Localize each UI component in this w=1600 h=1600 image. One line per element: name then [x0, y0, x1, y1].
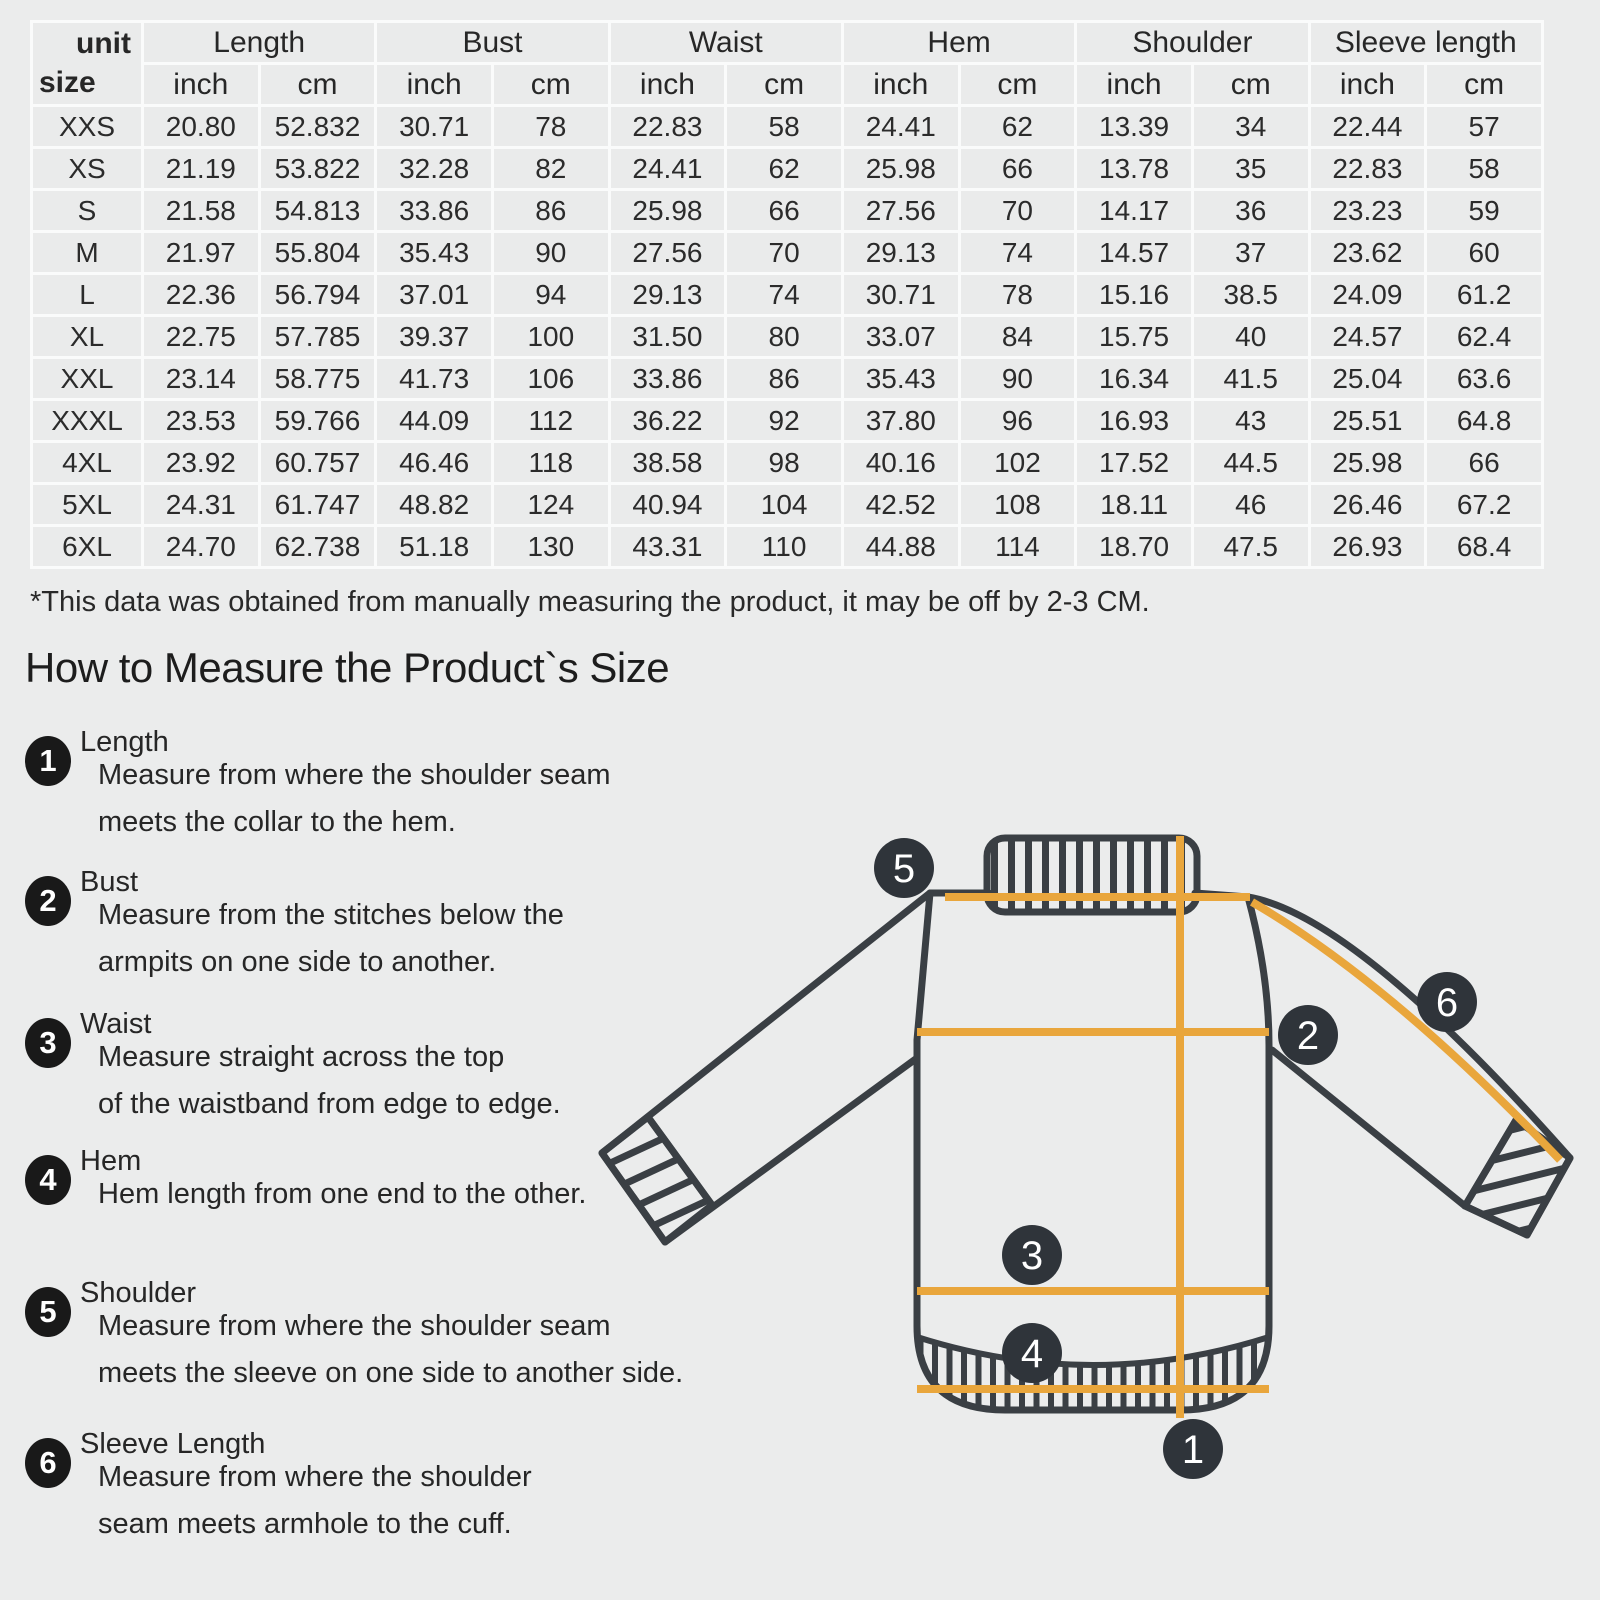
measurement-cell: 58 — [1427, 149, 1541, 188]
measurement-cell: 104 — [727, 485, 841, 524]
measure-item-desc: seam meets armhole to the cuff. — [98, 1508, 512, 1540]
measurement-cell: 96 — [961, 401, 1075, 440]
corner-size-label: size — [39, 66, 96, 99]
measurement-cell: 24.41 — [611, 149, 725, 188]
measurement-cell: 38.58 — [611, 443, 725, 482]
measurement-cell: 13.39 — [1077, 107, 1191, 146]
size-table-body — [33, 107, 1541, 566]
measurement-cell: 43 — [1194, 401, 1308, 440]
measurement-cell: 84 — [961, 317, 1075, 356]
size-label-cell: L — [33, 275, 141, 314]
measurement-cell: 31.50 — [611, 317, 725, 356]
step-1-badge: 1 — [25, 736, 71, 786]
unit-header-cm: cm — [727, 65, 841, 104]
measurement-cell: 40.94 — [611, 485, 725, 524]
table-row — [33, 191, 1541, 230]
measurement-cell: 39.37 — [377, 317, 491, 356]
measurement-cell: 53.822 — [261, 149, 375, 188]
table-row — [33, 443, 1541, 482]
measurement-cell: 66 — [961, 149, 1075, 188]
measurement-cell: 62 — [961, 107, 1075, 146]
measurement-cell: 26.46 — [1311, 485, 1425, 524]
measurement-cell: 62 — [727, 149, 841, 188]
measurement-cell: 60.757 — [261, 443, 375, 482]
measurement-cell: 24.70 — [144, 527, 258, 566]
measurement-cell: 59 — [1427, 191, 1541, 230]
measurement-cell: 27.56 — [844, 191, 958, 230]
measurement-cell: 40 — [1194, 317, 1308, 356]
measure-item-desc: armpits on one side to another. — [98, 946, 497, 978]
measurement-cell: 57 — [1427, 107, 1541, 146]
size-table — [30, 20, 1544, 569]
measure-item-title: Sleeve Length — [80, 1428, 266, 1460]
measurement-cell: 23.53 — [144, 401, 258, 440]
diagram-badge-4: 4 — [1020, 1332, 1044, 1376]
unit-header-inch: inch — [844, 65, 958, 104]
measurement-cell: 25.04 — [1311, 359, 1425, 398]
measurement-cell: 118 — [494, 443, 608, 482]
measurement-cell: 44.5 — [1194, 443, 1308, 482]
measurement-cell: 98 — [727, 443, 841, 482]
diagram-badge-2: 2 — [1296, 1014, 1320, 1058]
measurement-cell: 14.17 — [1077, 191, 1191, 230]
group-header-bust: Bust — [377, 23, 607, 62]
measurement-cell: 33.07 — [844, 317, 958, 356]
measurement-cell: 21.19 — [144, 149, 258, 188]
measurement-cell: 41.5 — [1194, 359, 1308, 398]
measurement-cell: 21.58 — [144, 191, 258, 230]
measurement-cell: 124 — [494, 485, 608, 524]
size-label-cell: 6XL — [33, 527, 141, 566]
measurement-cell: 36 — [1194, 191, 1308, 230]
measurement-cell: 78 — [961, 275, 1075, 314]
group-header-sleeve-length: Sleeve length — [1311, 23, 1541, 62]
group-header-waist: Waist — [611, 23, 841, 62]
measurement-cell: 18.11 — [1077, 485, 1191, 524]
measurement-cell: 14.57 — [1077, 233, 1191, 272]
measurement-cell: 66 — [1427, 443, 1541, 482]
unit-header-cm: cm — [961, 65, 1075, 104]
step-5-badge: 5 — [25, 1287, 71, 1337]
measure-item-title: Bust — [80, 866, 139, 898]
measurement-cell: 16.93 — [1077, 401, 1191, 440]
measurement-cell: 33.86 — [377, 191, 491, 230]
measurement-cell: 67.2 — [1427, 485, 1541, 524]
measurement-cell: 90 — [961, 359, 1075, 398]
measure-item-title: Hem — [80, 1145, 142, 1177]
table-row — [33, 233, 1541, 272]
measurement-cell: 15.16 — [1077, 275, 1191, 314]
measurement-cell: 37 — [1194, 233, 1308, 272]
measurement-cell: 90 — [494, 233, 608, 272]
measurement-cell: 74 — [727, 275, 841, 314]
measurement-cell: 44.88 — [844, 527, 958, 566]
unit-header-inch: inch — [1311, 65, 1425, 104]
measurement-cell: 48.82 — [377, 485, 491, 524]
measurement-cell: 80 — [727, 317, 841, 356]
measurement-cell: 74 — [961, 233, 1075, 272]
diagram-badge-6: 6 — [1435, 981, 1459, 1025]
measurement-cell: 47.5 — [1194, 527, 1308, 566]
measurement-cell: 23.23 — [1311, 191, 1425, 230]
measurement-cell: 16.34 — [1077, 359, 1191, 398]
measurement-cell: 114 — [961, 527, 1075, 566]
measurement-cell: 62.4 — [1427, 317, 1541, 356]
measurement-cell: 70 — [961, 191, 1075, 230]
size-label-cell: XXXL — [33, 401, 141, 440]
measurement-cell: 46.46 — [377, 443, 491, 482]
measure-item-title: Length — [80, 726, 169, 758]
measurement-cell: 70 — [727, 233, 841, 272]
step-3-badge: 3 — [25, 1018, 71, 1068]
measurement-cell: 63.6 — [1427, 359, 1541, 398]
measure-item-desc: meets the sleeve on one side to another side. — [98, 1357, 684, 1389]
disclaimer-note: *This data was obtained from manually measuring the product, it may be off by 2-3 CM. — [30, 586, 1150, 618]
measurement-cell: 21.97 — [144, 233, 258, 272]
group-header-hem: Hem — [844, 23, 1074, 62]
measurement-cell: 37.80 — [844, 401, 958, 440]
measurement-cell: 23.62 — [1311, 233, 1425, 272]
measurement-cell: 56.794 — [261, 275, 375, 314]
group-header-shoulder: Shoulder — [1077, 23, 1307, 62]
measurement-cell: 37.01 — [377, 275, 491, 314]
diagram-badge-1: 1 — [1181, 1428, 1205, 1472]
measurement-cell: 30.71 — [377, 107, 491, 146]
measurement-cell: 13.78 — [1077, 149, 1191, 188]
measurement-cell: 22.83 — [611, 107, 725, 146]
size-label-cell: 4XL — [33, 443, 141, 482]
measurement-cell: 24.41 — [844, 107, 958, 146]
measurement-cell: 33.86 — [611, 359, 725, 398]
measurement-cell: 24.57 — [1311, 317, 1425, 356]
table-row — [33, 527, 1541, 566]
measurement-cell: 22.75 — [144, 317, 258, 356]
measurement-cell: 55.804 — [261, 233, 375, 272]
measurement-cell: 18.70 — [1077, 527, 1191, 566]
measurement-cell: 24.31 — [144, 485, 258, 524]
measure-item-desc: meets the collar to the hem. — [98, 806, 456, 838]
measurement-cell: 25.98 — [1311, 443, 1425, 482]
measurement-cell: 66 — [727, 191, 841, 230]
measurement-cell: 78 — [494, 107, 608, 146]
measurement-cell: 35 — [1194, 149, 1308, 188]
unit-header-row — [33, 65, 1541, 104]
measurement-cell: 15.75 — [1077, 317, 1191, 356]
measurement-cell: 52.832 — [261, 107, 375, 146]
measurement-cell: 110 — [727, 527, 841, 566]
measurement-cell: 100 — [494, 317, 608, 356]
sweater-diagram — [560, 788, 1600, 1500]
unit-header-inch: inch — [144, 65, 258, 104]
measurement-cell: 20.80 — [144, 107, 258, 146]
measurement-cell: 92 — [727, 401, 841, 440]
measure-item-desc: Measure from where the shoulder — [98, 1461, 532, 1493]
sweater-body — [917, 893, 1269, 1410]
measurement-cell: 26.93 — [1311, 527, 1425, 566]
measurement-cell: 29.13 — [611, 275, 725, 314]
unit-header-inch: inch — [611, 65, 725, 104]
unit-header-cm: cm — [1427, 65, 1541, 104]
group-header-length: Length — [144, 23, 374, 62]
unit-header-inch: inch — [377, 65, 491, 104]
measure-item-desc: Measure from where the shoulder seam — [98, 759, 611, 791]
measure-item-title: Shoulder — [80, 1277, 197, 1309]
table-row — [33, 149, 1541, 188]
table-row — [33, 359, 1541, 398]
measurement-cell: 54.813 — [261, 191, 375, 230]
measurement-cell: 23.92 — [144, 443, 258, 482]
measurement-cell: 17.52 — [1077, 443, 1191, 482]
corner-unit-label: unit — [76, 27, 131, 60]
sweater-outline-group — [602, 893, 1570, 1410]
measurement-cell: 41.73 — [377, 359, 491, 398]
measurement-cell: 24.09 — [1311, 275, 1425, 314]
measure-item-desc: Measure from the stitches below the — [98, 899, 564, 931]
measurement-cell: 61.2 — [1427, 275, 1541, 314]
measurement-cell: 22.44 — [1311, 107, 1425, 146]
measurement-cell: 58 — [727, 107, 841, 146]
measurement-cell: 106 — [494, 359, 608, 398]
measurement-cell: 30.71 — [844, 275, 958, 314]
measure-item-desc: Measure straight across the top — [98, 1041, 505, 1073]
measure-item-desc: Hem length from one end to the other. — [98, 1178, 587, 1210]
measurement-cell: 29.13 — [844, 233, 958, 272]
measurement-cell: 86 — [727, 359, 841, 398]
measurement-cell: 36.22 — [611, 401, 725, 440]
measurement-cell: 22.36 — [144, 275, 258, 314]
measurement-cell: 68.4 — [1427, 527, 1541, 566]
unit-header-cm: cm — [494, 65, 608, 104]
unit-header-cm: cm — [1194, 65, 1308, 104]
diagram-badge-3: 3 — [1020, 1234, 1044, 1278]
measurement-cell: 35.43 — [844, 359, 958, 398]
measurement-cell: 58.775 — [261, 359, 375, 398]
unit-header-inch: inch — [1077, 65, 1191, 104]
measurement-cell: 82 — [494, 149, 608, 188]
measurement-cell: 27.56 — [611, 233, 725, 272]
measurement-cell: 25.98 — [844, 149, 958, 188]
table-row — [33, 401, 1541, 440]
measurement-cell: 25.98 — [611, 191, 725, 230]
measurement-cell: 22.83 — [1311, 149, 1425, 188]
size-label-cell: XXS — [33, 107, 141, 146]
measurement-cell: 23.14 — [144, 359, 258, 398]
table-row — [33, 485, 1541, 524]
measurement-cell: 130 — [494, 527, 608, 566]
measurement-cell: 40.16 — [844, 443, 958, 482]
step-4-badge: 4 — [25, 1155, 71, 1205]
size-label-cell: XS — [33, 149, 141, 188]
measurement-cell: 57.785 — [261, 317, 375, 356]
size-label-cell: S — [33, 191, 141, 230]
measurement-cell: 108 — [961, 485, 1075, 524]
diagram-badge-5: 5 — [892, 847, 916, 891]
measurement-cell: 112 — [494, 401, 608, 440]
measurement-cell: 61.747 — [261, 485, 375, 524]
step-6-badge: 6 — [25, 1438, 71, 1488]
table-row — [33, 107, 1541, 146]
measurement-cell: 60 — [1427, 233, 1541, 272]
measurement-cell: 34 — [1194, 107, 1308, 146]
measurement-cell: 42.52 — [844, 485, 958, 524]
measurement-cell: 43.31 — [611, 527, 725, 566]
measurement-cell: 32.28 — [377, 149, 491, 188]
table-row — [33, 275, 1541, 314]
table-row — [33, 317, 1541, 356]
measurement-cell: 102 — [961, 443, 1075, 482]
measure-item-title: Waist — [80, 1008, 152, 1040]
measurement-cell: 62.738 — [261, 527, 375, 566]
corner-cell — [33, 23, 141, 104]
size-label-cell: XXL — [33, 359, 141, 398]
measurement-cell: 35.43 — [377, 233, 491, 272]
measurement-cell: 25.51 — [1311, 401, 1425, 440]
size-label-cell: 5XL — [33, 485, 141, 524]
measurement-cell: 51.18 — [377, 527, 491, 566]
size-label-cell: M — [33, 233, 141, 272]
measure-item-desc: Measure from where the shoulder seam — [98, 1310, 611, 1342]
size-label-cell: XL — [33, 317, 141, 356]
measurement-cell: 86 — [494, 191, 608, 230]
group-header-row — [33, 23, 1541, 62]
measurement-cell: 44.09 — [377, 401, 491, 440]
measurement-cell: 38.5 — [1194, 275, 1308, 314]
measure-item-desc: of the waistband from edge to edge. — [98, 1088, 561, 1120]
measurement-cell: 64.8 — [1427, 401, 1541, 440]
measurement-cell: 94 — [494, 275, 608, 314]
step-2-badge: 2 — [25, 876, 71, 926]
section-heading: How to Measure the Product`s Size — [25, 644, 670, 691]
measurement-cell: 59.766 — [261, 401, 375, 440]
unit-header-cm: cm — [261, 65, 375, 104]
measurement-cell: 46 — [1194, 485, 1308, 524]
